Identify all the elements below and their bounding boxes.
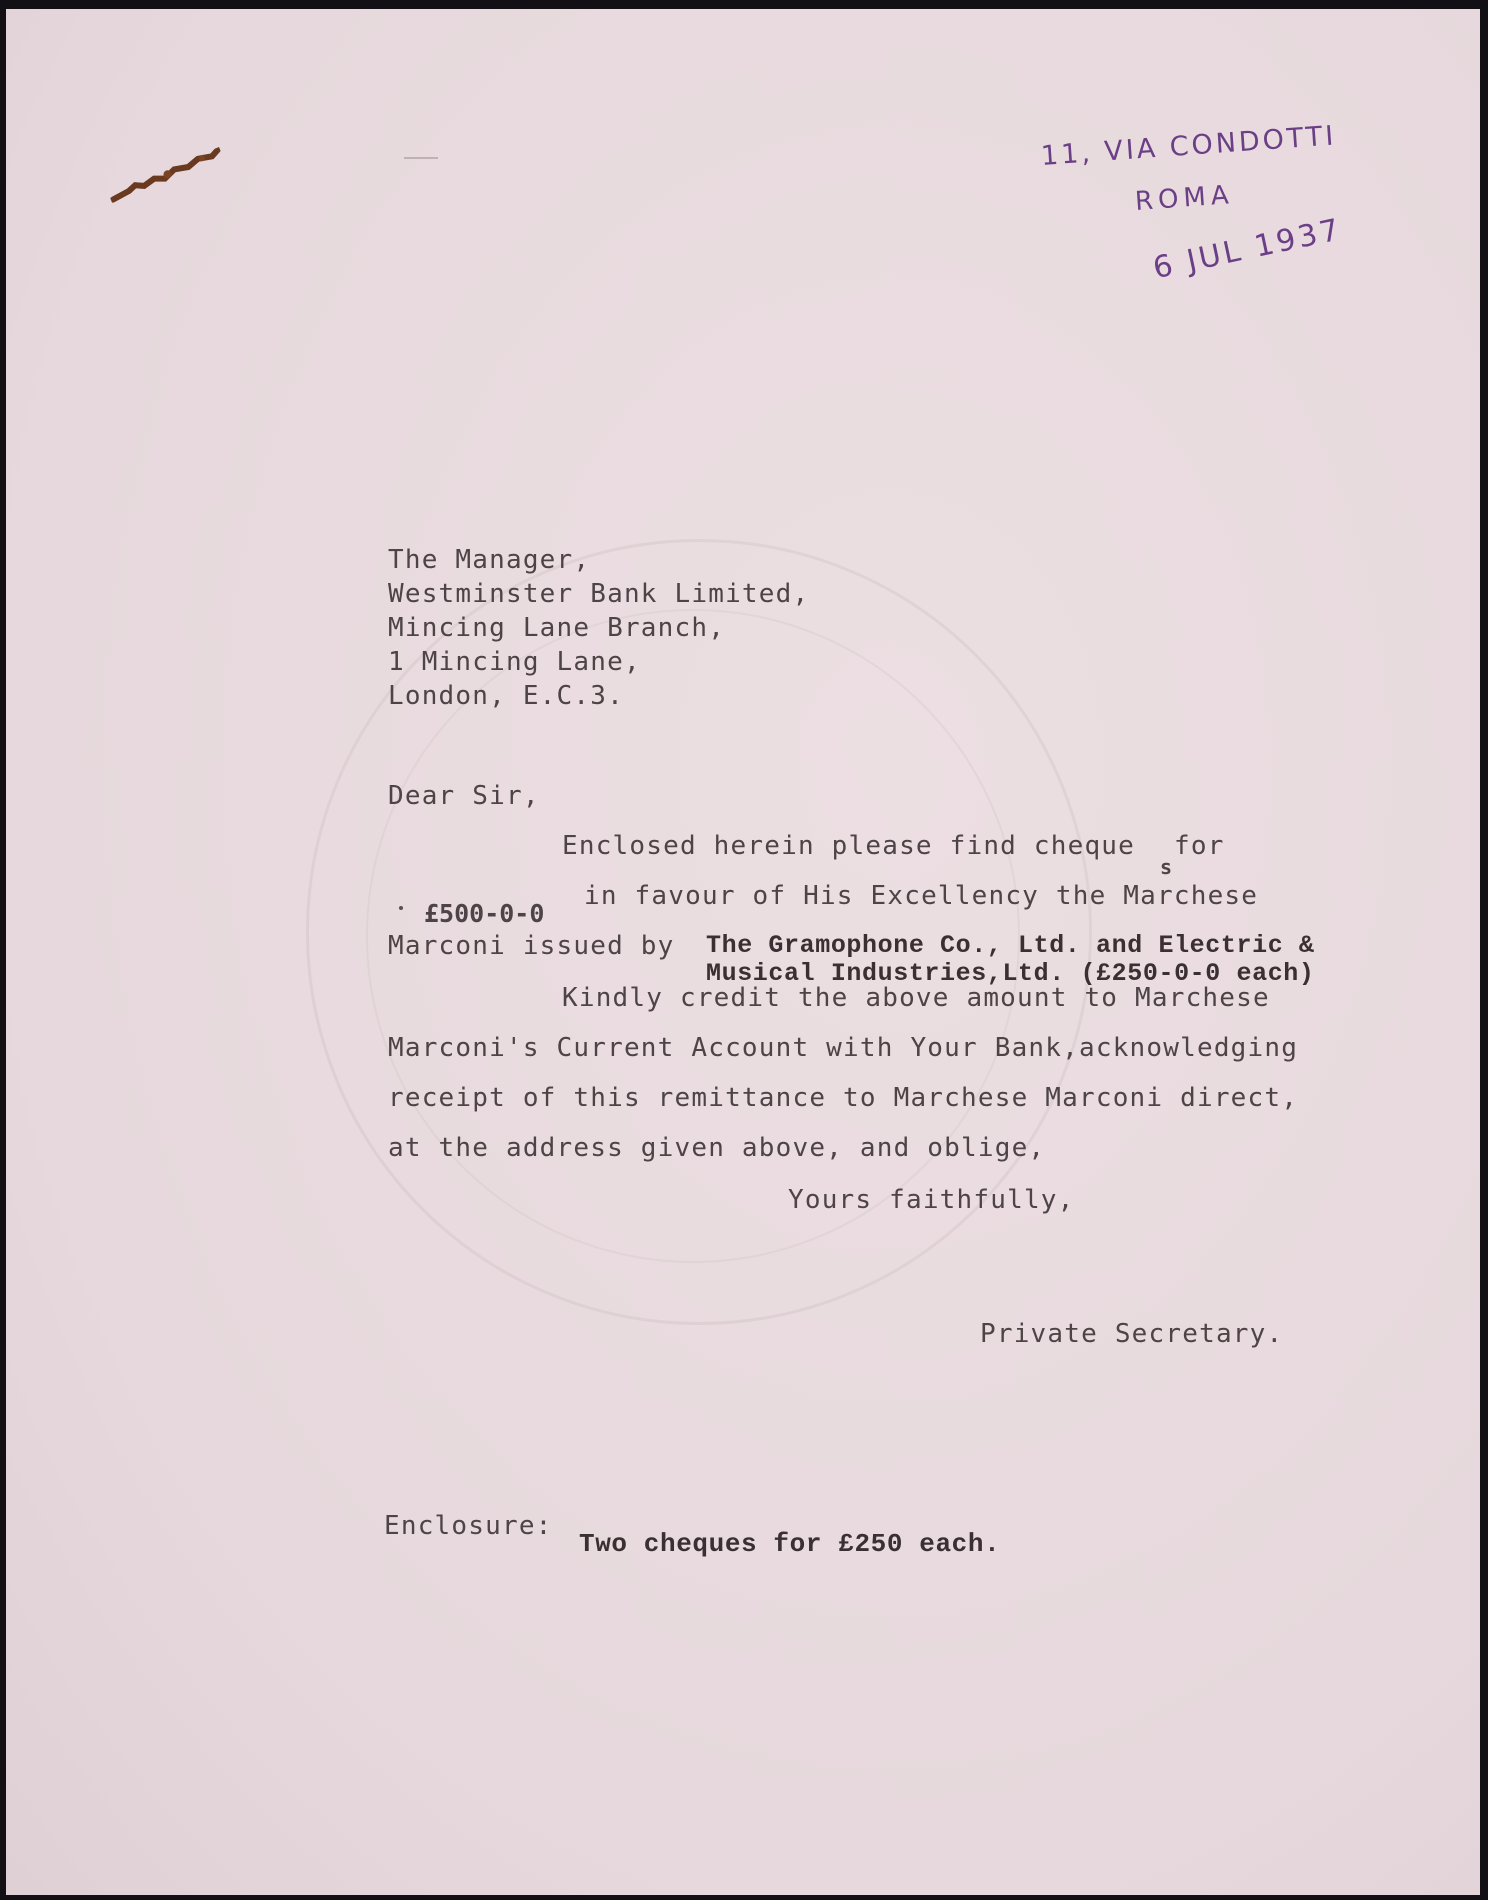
margin-dot: [399, 906, 403, 910]
signatory-title: Private Secretary.: [980, 1319, 1284, 1349]
address-stamp-line1: 11, VIA CONDOTTI: [1040, 120, 1338, 172]
recipient-line-1: The Manager,: [388, 545, 591, 575]
body-p1-line2: in favour of His Excellency the Marchese: [584, 881, 1259, 911]
faint-pencil-mark: [404, 157, 438, 159]
enclosure-label: Enclosure:: [384, 1511, 553, 1541]
recipient-line-2: Westminster Bank Limited,: [388, 579, 810, 609]
body-p2-line3: receipt of this remittance to Marchese Marconi direct,: [388, 1083, 1299, 1113]
body-p1-inserted-s: s: [1160, 855, 1174, 879]
address-stamp-line2: ROMA: [1134, 180, 1235, 217]
body-p1-line1: Enclosed herein please find cheque: [562, 831, 1136, 861]
closing: Yours faithfully,: [788, 1185, 1075, 1215]
enclosure-text: Two cheques for £250 each.: [579, 1529, 1001, 1559]
letter-page: [6, 9, 1480, 1895]
rust-stain-mark: [108, 147, 225, 205]
issuer-line-2: Musical Industries,Ltd. (£250-0-0 each): [706, 959, 1315, 988]
date-stamp: 6 JUL 1937: [1150, 212, 1346, 287]
recipient-line-4: 1 Mincing Lane,: [388, 647, 641, 677]
issuer-line-1: The Gramophone Co., Ltd. and Electric &: [706, 931, 1315, 960]
recipient-line-5: London, E.C.3.: [388, 681, 624, 711]
body-p2-line2: Marconi's Current Account with Your Bank,acknowledging: [388, 1033, 1299, 1063]
body-p2-line1: Kindly credit the above amount to Marchese: [562, 983, 1270, 1013]
amount-insert: £500-0-0: [424, 899, 545, 928]
body-p1-line1-end: for: [1174, 831, 1225, 861]
salutation: Dear Sir,: [388, 781, 540, 811]
body-p1-line3: Marconi issued by: [388, 931, 675, 961]
recipient-line-3: Mincing Lane Branch,: [388, 613, 726, 643]
body-p2-line4: at the address given above, and oblige,: [388, 1133, 1046, 1163]
